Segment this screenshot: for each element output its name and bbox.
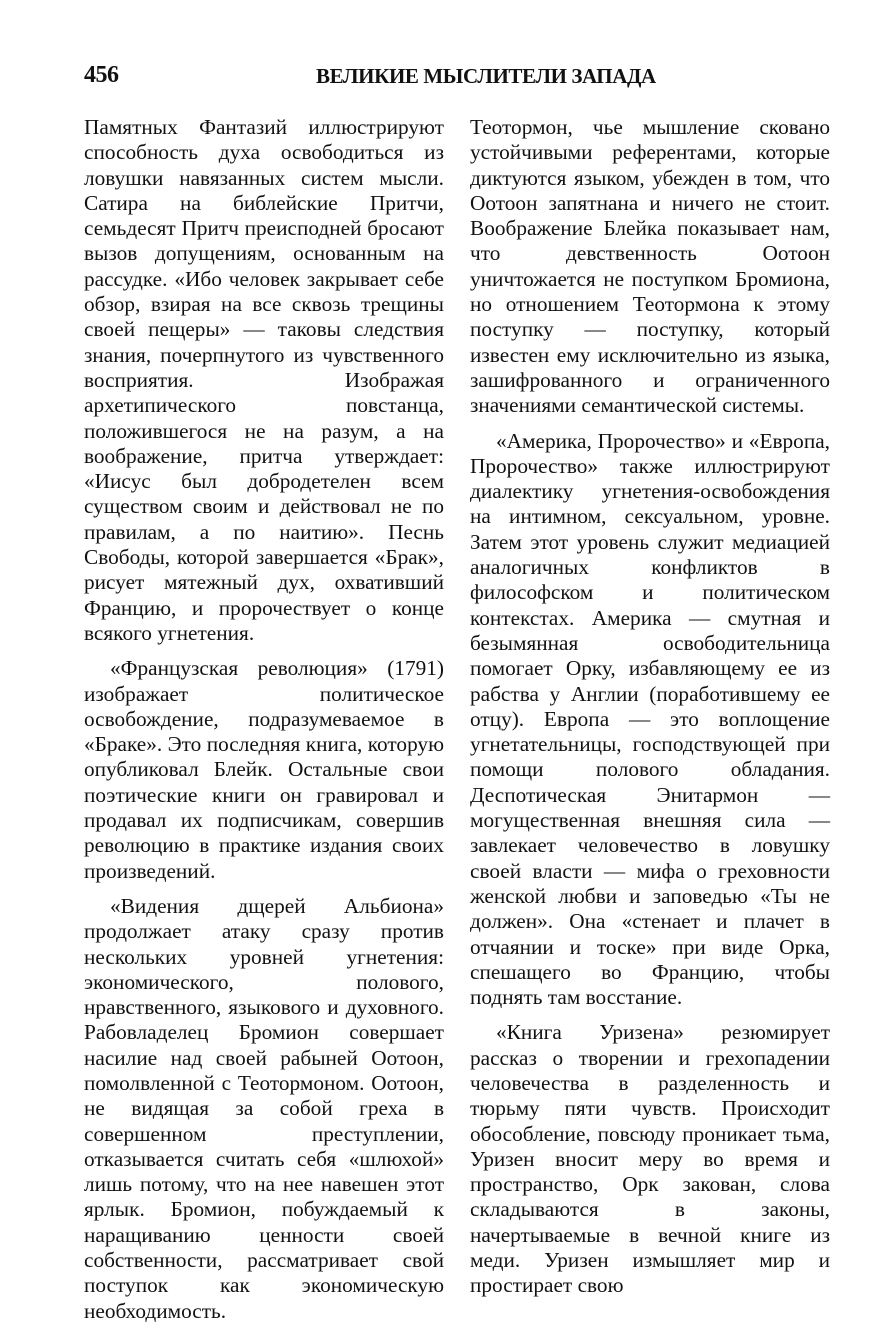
- running-head: ВЕЛИКИЕ МЫСЛИТЕЛИ ЗАПАДА: [316, 64, 656, 88]
- right-column: [470, 115, 830, 1309]
- paragraph: «Книга Уризена» резюмирует рассказ о творении и грехопадении человечества в разделенность и тюрьму пяти чувств. Происходит обособление, повсюду проникает тьма, Уризен вносит меру во время и пространство, Орк закован, слова складываются в законы, начертываемые в вечной книге из меди. Уризен измышляет мир и простирает свою: [470, 1020, 830, 1298]
- paragraph: «Французская революция» (1791) изображает политическое освобождение, подразумеваемое в «Браке». Это последняя книга, которую опубликовал Блейк. Остальные свои поэтические книги он гравировал и продавал их подписчикам, совершив революцию в практике издания своих произведений.: [84, 656, 444, 883]
- page-header: [84, 62, 828, 96]
- paragraph: Памятных Фантазий иллюстрируют способность духа освободиться из ловушки навязанных систем мысли. Сатира на библейские Притчи, семьдесят Притч преисподней бросают вызов допущениям, основанным на рассудке. «Ибо человек закрывает себе обзор, взирая на все сквозь трещины своей пещеры» — таковы следствия знания, почерпнутого из чувственного восприятия. Изображая архетипического повстанца, положившегося не на разум, а на воображение, притча утверждает: «Иисус был добродетелен всем существом своим и действовал не по правилам, а по наитию». Песнь Свободы, которой завершается «Брак», рисует мятежный дух, охвативший Францию, и пророчествует о конце всякого угнетения.: [84, 115, 444, 645]
- paragraph: «Видения дщерей Альбиона» продолжает атаку сразу против нескольких уровней угнетения: экономического, полового, нравственного, языкового и духовного. Рабовладелец Бромион совершает насилие над своей рабыней Оотоон, помолвленной с Теотормоном. Оотоон, не видящая за собой греха в совершенном преступлении, отказывается считать себя «шлюхой» лишь потому, что на нее навешен этот ярлык. Бромион, побуждаемый к наращиванию ценности своей собственности, рассматривает свой поступок как экономическую необходимость.: [84, 893, 444, 1323]
- page-number: 456: [84, 62, 119, 88]
- paragraph: «Америка, Пророчество» и «Европа, Пророчество» также иллюстрируют диалектику угнетения-освобождения на интимном, сексуальном, уровне. Затем этот уровень служит медиацией аналогичных конфликтов в философском и политическом контекстах. Америка — смутная и безымянная освободительница помогает Орку, избавляющему ее из рабства у Англии (поработившему ее отцу). Европа — это воплощение угнетательницы, господствующей при помощи полового обладания. Деспотическая Энитармон — могущественная внешняя сила — завлекает человечество в ловушку своей власти — мифа о греховности женской любви и заповедью «Ты не должен». Она «стенает и плачет в отчаянии и тоске» при виде Орка, спешащего во Францию, чтобы поднять там восстание.: [470, 428, 830, 1010]
- paragraph: Теотормон, чье мышление сковано устойчивыми референтами, которые диктуются языком, убежден в том, что Оотоон запятнана и ничего не стоит. Воображение Блейка показывает нам, что девственность Оотоон уничтожается не поступком Бромиона, но отношением Теотормона к этому поступку — поступку, который известен ему исключительно из языка, зашифрованного и ограниченного значениями семантической системы.: [470, 115, 830, 418]
- left-column: [84, 115, 444, 1334]
